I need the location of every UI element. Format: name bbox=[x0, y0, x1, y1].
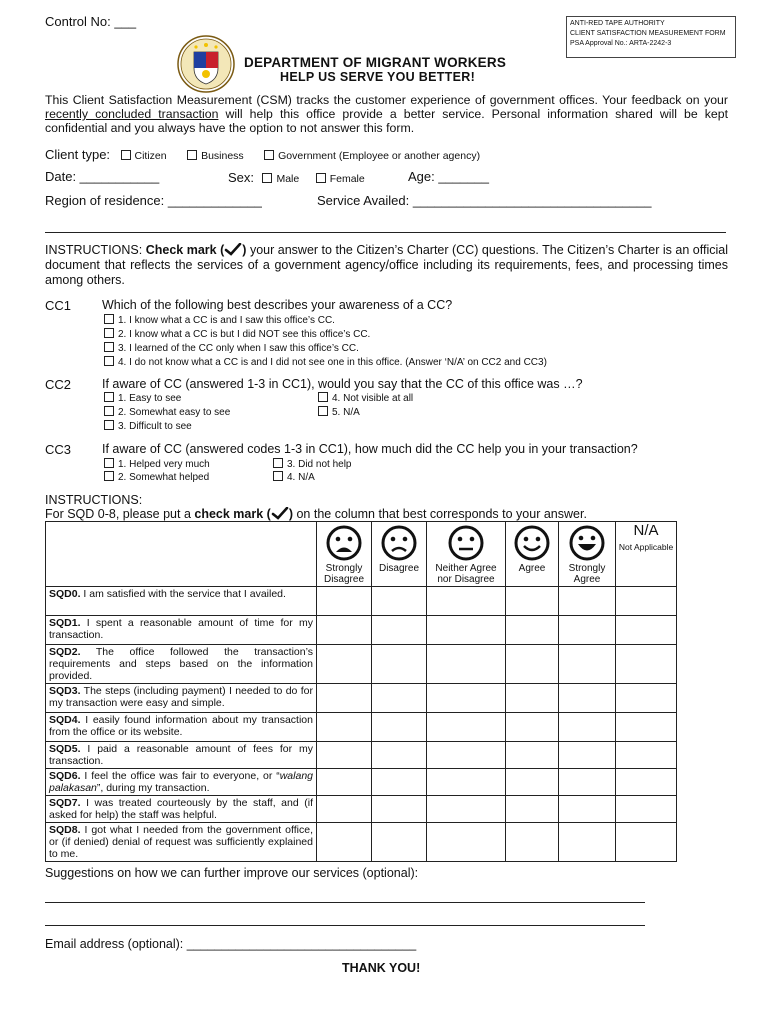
sqd-code: SQD0. bbox=[49, 588, 81, 600]
cc3-option[interactable] bbox=[104, 471, 209, 483]
sqd-code: SQD4. bbox=[49, 714, 81, 726]
checkbox-icon[interactable] bbox=[316, 173, 326, 183]
cc1-option[interactable] bbox=[104, 342, 359, 354]
checkbox-icon[interactable] bbox=[104, 356, 114, 366]
rating-cell[interactable] bbox=[506, 616, 559, 645]
instr-prefix: INSTRUCTIONS: bbox=[45, 243, 146, 257]
cc3-code: CC3 bbox=[45, 442, 72, 457]
cc2-option[interactable] bbox=[318, 406, 360, 418]
date-field[interactable]: Date: ___________ bbox=[45, 169, 160, 184]
checkbox-icon[interactable] bbox=[121, 150, 131, 160]
rating-cell[interactable] bbox=[616, 645, 677, 684]
rating-cell[interactable] bbox=[616, 616, 677, 645]
cc2-option[interactable] bbox=[104, 392, 181, 404]
rating-cell[interactable] bbox=[372, 769, 427, 796]
rating-cell[interactable] bbox=[616, 796, 677, 823]
rating-cell[interactable] bbox=[427, 645, 506, 684]
option-label: Female bbox=[329, 173, 365, 185]
checkbox-icon[interactable] bbox=[104, 406, 114, 416]
option-label: 4. I do not know what a CC is and I did not see one in this office. (Answer ‘N/A’ on CC2 and CC3) bbox=[118, 357, 547, 368]
sqd-instructions-heading: INSTRUCTIONS: bbox=[45, 493, 143, 507]
cc1-code: CC1 bbox=[45, 298, 72, 313]
checkbox-icon[interactable] bbox=[273, 458, 283, 468]
option-label: Government (Employee or another agency) bbox=[278, 150, 481, 162]
instr-bold: Check mark ( bbox=[145, 243, 225, 257]
rating-cell[interactable] bbox=[317, 587, 372, 616]
rating-cell[interactable] bbox=[559, 645, 616, 684]
philippine-seal-icon bbox=[176, 34, 236, 94]
client-type-citizen[interactable] bbox=[121, 150, 167, 162]
sqd-instr-bold-close: ) bbox=[288, 507, 293, 521]
sqd-instructions-text bbox=[45, 507, 587, 521]
sqd-text: I feel the office was fair to everyone, or “walang palakasan”, during my transaction. bbox=[49, 770, 313, 794]
rating-cell[interactable] bbox=[427, 742, 506, 769]
na-sublabel: Not Applicable bbox=[618, 542, 674, 552]
sqd-rating-table bbox=[45, 521, 677, 862]
option-label: 2. Somewhat easy to see bbox=[118, 407, 231, 418]
cc1-option[interactable] bbox=[104, 356, 547, 368]
rating-cell[interactable] bbox=[317, 713, 372, 742]
rating-cell[interactable] bbox=[506, 684, 559, 713]
rating-cell[interactable] bbox=[427, 587, 506, 616]
region-field[interactable]: Region of residence: _____________ bbox=[45, 193, 262, 208]
sqd-statement bbox=[46, 796, 317, 823]
option-label: 2. Somewhat helped bbox=[118, 472, 210, 483]
checkbox-icon[interactable] bbox=[104, 342, 114, 352]
checkbox-icon[interactable] bbox=[187, 150, 197, 160]
sqd-code: SQD2. bbox=[49, 646, 81, 658]
cc2-option[interactable] bbox=[318, 392, 413, 404]
table-row bbox=[46, 645, 677, 684]
col-strongly-disagree bbox=[317, 522, 372, 587]
cc2-option[interactable] bbox=[104, 420, 192, 432]
rating-cell[interactable] bbox=[372, 587, 427, 616]
rating-cell[interactable] bbox=[506, 713, 559, 742]
intro-text: will help this office provide a better service. Personal information shared will be kept confidential and you always have the option to not answer this form. bbox=[45, 107, 728, 135]
rating-cell[interactable] bbox=[317, 684, 372, 713]
table-row bbox=[46, 742, 677, 769]
cc1-option[interactable] bbox=[104, 314, 335, 326]
col-strongly-agree bbox=[559, 522, 616, 587]
table-row bbox=[46, 823, 677, 862]
rating-cell[interactable] bbox=[427, 796, 506, 823]
rating-cell[interactable] bbox=[559, 796, 616, 823]
rating-cell[interactable] bbox=[427, 616, 506, 645]
na-label: N/A bbox=[633, 522, 659, 539]
option-label: 5. N/A bbox=[332, 407, 360, 418]
instr-rest: your answer to the Citizen’s Charter (CC) questions. The Citizen’s Charter is an official document that reflects the services of a government agency/office including its requirements, fees, and processing times among others. bbox=[45, 243, 728, 287]
option-label: 2. I know what a CC is but I did NOT see this office’s CC. bbox=[118, 329, 371, 340]
sex-label: Sex: bbox=[228, 170, 255, 185]
sqd-statement bbox=[46, 684, 317, 713]
control-number: Control No: ___ bbox=[45, 14, 137, 29]
rating-cell[interactable] bbox=[506, 769, 559, 796]
checkbox-icon[interactable] bbox=[318, 406, 328, 416]
table-row bbox=[46, 684, 677, 713]
intro-underlined: recently concluded transaction bbox=[45, 107, 219, 121]
table-row bbox=[46, 769, 677, 796]
client-type-label: Client type: bbox=[45, 147, 111, 162]
sqd-text: I am satisfied with the service that I availed. bbox=[80, 588, 286, 600]
rating-cell[interactable] bbox=[616, 742, 677, 769]
sqd-statement bbox=[46, 713, 317, 742]
rating-cell[interactable] bbox=[427, 823, 506, 862]
cc3-option[interactable] bbox=[104, 458, 210, 470]
rating-cell[interactable] bbox=[559, 742, 616, 769]
option-label: Business bbox=[201, 150, 244, 162]
checkbox-icon[interactable] bbox=[104, 458, 114, 468]
department-title: DEPARTMENT OF MIGRANT WORKERS bbox=[244, 55, 507, 70]
sqd-text: I got what I needed from the government office, or (if denied) denial of request was sufficiently explained to me. bbox=[49, 824, 313, 860]
rating-cell[interactable] bbox=[616, 587, 677, 616]
col-disagree bbox=[372, 522, 427, 587]
column-label: Neither Agree nor Disagree bbox=[435, 563, 497, 585]
rating-cell[interactable] bbox=[372, 742, 427, 769]
cc1-option[interactable] bbox=[104, 328, 370, 340]
table-row bbox=[46, 587, 677, 616]
sqd-code: SQD3. bbox=[49, 685, 81, 697]
option-label: 1. Easy to see bbox=[118, 393, 182, 404]
rating-cell[interactable] bbox=[506, 587, 559, 616]
rating-cell[interactable] bbox=[372, 684, 427, 713]
col-agree bbox=[506, 522, 559, 587]
sqd-statement bbox=[46, 645, 317, 684]
rating-cell[interactable] bbox=[372, 823, 427, 862]
sqd-instr-bold: check mark ( bbox=[194, 507, 271, 521]
neutral-face-icon bbox=[448, 525, 484, 561]
smile-face-icon bbox=[514, 525, 550, 561]
suggestions-label: Suggestions on how we can further improve our services (optional): bbox=[45, 866, 419, 880]
table-row bbox=[46, 713, 677, 742]
rating-cell[interactable] bbox=[317, 616, 372, 645]
cc-instructions bbox=[45, 243, 728, 288]
col-not-applicable bbox=[616, 522, 677, 587]
col-neutral bbox=[427, 522, 506, 587]
rating-cell[interactable] bbox=[559, 823, 616, 862]
cc3-option[interactable] bbox=[273, 458, 352, 470]
cc3-question: If aware of CC (answered codes 1-3 in CC1), how much did the CC help you in your transaction? bbox=[102, 442, 638, 456]
checkbox-icon[interactable] bbox=[104, 420, 114, 430]
sqd-text: The office followed the transaction’s requirements and steps based on the information provided. bbox=[49, 646, 313, 682]
rating-cell[interactable] bbox=[317, 769, 372, 796]
rating-cell[interactable] bbox=[372, 645, 427, 684]
option-label: 4. Not visible at all bbox=[332, 393, 414, 404]
rating-cell[interactable] bbox=[427, 713, 506, 742]
instr-bold-close: ) bbox=[242, 243, 247, 257]
very-sad-face-icon bbox=[326, 525, 362, 561]
checkbox-icon[interactable] bbox=[104, 471, 114, 481]
sex-male[interactable] bbox=[262, 173, 299, 185]
big-smile-face-icon bbox=[569, 525, 605, 561]
intro-paragraph bbox=[45, 93, 728, 135]
rating-cell[interactable] bbox=[506, 742, 559, 769]
option-label: 1. I know what a CC is and I saw this office’s CC. bbox=[118, 315, 335, 326]
sqd-code: SQD1. bbox=[49, 617, 81, 629]
suggestion-line[interactable] bbox=[45, 925, 645, 926]
arta-line: CLIENT SATISFACTION MEASUREMENT FORM bbox=[570, 30, 726, 37]
rating-cell[interactable] bbox=[559, 616, 616, 645]
option-label: 1. Helped very much bbox=[118, 459, 210, 470]
rating-cell[interactable] bbox=[559, 713, 616, 742]
cc2-option[interactable] bbox=[104, 406, 230, 418]
rating-cell[interactable] bbox=[506, 796, 559, 823]
client-type-government[interactable] bbox=[264, 150, 480, 162]
rating-cell[interactable] bbox=[317, 742, 372, 769]
sqd-statement bbox=[46, 616, 317, 645]
sqd-code: SQD8. bbox=[49, 824, 81, 836]
option-label: Male bbox=[276, 173, 300, 185]
rating-cell[interactable] bbox=[506, 823, 559, 862]
checkbox-icon[interactable] bbox=[262, 173, 272, 183]
rating-cell[interactable] bbox=[372, 796, 427, 823]
sqd-body bbox=[46, 587, 677, 862]
sqd-statement bbox=[46, 769, 317, 796]
rating-cell[interactable] bbox=[317, 645, 372, 684]
table-header-row bbox=[46, 522, 677, 587]
age-field[interactable]: Age: _______ bbox=[408, 169, 489, 184]
client-type-business[interactable] bbox=[187, 150, 244, 162]
sqd-text: I easily found information about my transaction from the office or its website. bbox=[49, 714, 313, 738]
table-row bbox=[46, 616, 677, 645]
checkbox-icon[interactable] bbox=[104, 328, 114, 338]
form-tagline: HELP US SERVE YOU BETTER! bbox=[280, 70, 476, 84]
intro-text: This Client Satisfaction Measurement (CSM) tracks the customer experience of government offices. Your feedback on your bbox=[45, 93, 728, 107]
sqd-code: SQD7. bbox=[49, 797, 81, 809]
header-blank-cell bbox=[46, 522, 317, 587]
sad-face-icon bbox=[381, 525, 417, 561]
section-divider bbox=[45, 232, 726, 233]
sqd-text: I spent a reasonable amount of time for my transaction. bbox=[49, 617, 313, 641]
cc1-question: Which of the following best describes your awareness of a CC? bbox=[102, 298, 453, 312]
sex-female[interactable] bbox=[316, 173, 365, 185]
rating-cell[interactable] bbox=[506, 645, 559, 684]
sqd-statement bbox=[46, 587, 317, 616]
option-label: 3. Did not help bbox=[287, 459, 352, 470]
cc2-question: If aware of CC (answered 1-3 in CC1), would you say that the CC of this office was …? bbox=[102, 377, 583, 391]
cc2-code: CC2 bbox=[45, 377, 72, 392]
option-label: 3. I learned of the CC only when I saw this office’s CC. bbox=[118, 343, 359, 354]
table-row bbox=[46, 796, 677, 823]
rating-cell[interactable] bbox=[317, 796, 372, 823]
option-label: 3. Difficult to see bbox=[118, 421, 192, 432]
suggestion-line[interactable] bbox=[45, 902, 645, 903]
sqd-code: SQD6. bbox=[49, 770, 81, 782]
sex-row bbox=[228, 169, 365, 187]
rating-cell[interactable] bbox=[372, 713, 427, 742]
checkbox-icon[interactable] bbox=[318, 392, 328, 402]
email-field[interactable]: Email address (optional): _________________________________ bbox=[45, 937, 417, 951]
rating-cell[interactable] bbox=[559, 587, 616, 616]
sqd-statement bbox=[46, 742, 317, 769]
sqd-text: The steps (including payment) I needed to do for my transaction were easy and simple. bbox=[49, 685, 313, 709]
sqd-code: SQD5. bbox=[49, 743, 81, 755]
service-availed-field[interactable]: Service Availed: _________________________________ bbox=[317, 193, 652, 208]
rating-cell[interactable] bbox=[616, 823, 677, 862]
sqd-instr-post: on the column that best corresponds to your answer. bbox=[293, 507, 587, 521]
arta-approval-box bbox=[566, 16, 736, 58]
rating-cell[interactable] bbox=[559, 684, 616, 713]
sqd-statement bbox=[46, 823, 317, 862]
column-label: Strongly Disagree bbox=[323, 563, 365, 585]
rating-cell[interactable] bbox=[372, 616, 427, 645]
rating-cell[interactable] bbox=[559, 769, 616, 796]
rating-cell[interactable] bbox=[317, 823, 372, 862]
checkbox-icon[interactable] bbox=[273, 471, 283, 481]
rating-cell[interactable] bbox=[427, 769, 506, 796]
checkmark-icon bbox=[271, 507, 289, 520]
option-label: Citizen bbox=[134, 150, 167, 162]
checkbox-icon[interactable] bbox=[104, 314, 114, 324]
client-type-row bbox=[45, 146, 480, 164]
thank-you-text: THANK YOU! bbox=[342, 961, 421, 975]
sqd-instr-pre: For SQD 0-8, please put a bbox=[45, 507, 195, 521]
checkbox-icon[interactable] bbox=[264, 150, 274, 160]
column-label: Disagree bbox=[378, 563, 420, 574]
checkmark-icon bbox=[224, 243, 242, 256]
rating-cell[interactable] bbox=[616, 769, 677, 796]
checkbox-icon[interactable] bbox=[104, 392, 114, 402]
sqd-text: I was treated courteously by the staff, and (if asked for help) the staff was helpful. bbox=[49, 797, 313, 821]
option-label: 4. N/A bbox=[287, 472, 315, 483]
rating-cell[interactable] bbox=[616, 713, 677, 742]
cc3-option[interactable] bbox=[273, 471, 315, 483]
rating-cell[interactable] bbox=[427, 684, 506, 713]
arta-line: PSA Approval No.: ARTA-2242-3 bbox=[570, 40, 672, 47]
rating-cell[interactable] bbox=[616, 684, 677, 713]
column-label: Agree bbox=[518, 563, 546, 574]
arta-line: ANTI-RED TAPE AUTHORITY bbox=[570, 20, 665, 27]
column-label: Strongly Agree bbox=[568, 563, 606, 585]
sqd-text: I paid a reasonable amount of fees for my transaction. bbox=[49, 743, 313, 767]
